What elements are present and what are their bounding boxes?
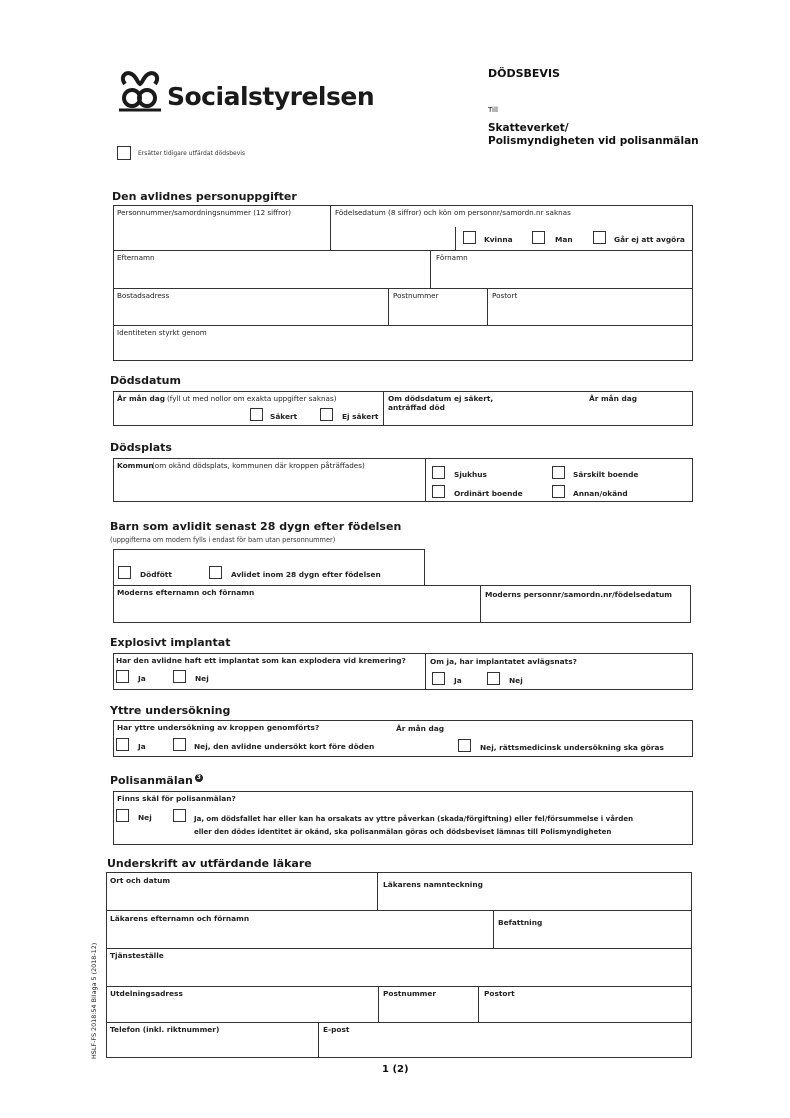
lakare-namn-field[interactable]: Läkarens efternamn och förnamn [110, 914, 250, 923]
sakert-label: Säkert [270, 412, 298, 421]
personnummer-field[interactable]: Personnummer/samordningsnummer (12 siffror) [117, 208, 292, 217]
section-infant-heading: Barn som avlidit senast 28 dygn efter födelsen [110, 520, 402, 533]
mother-id-field[interactable]: Moderns personnr/samordn.nr/födelsedatum [485, 590, 672, 599]
implant-ja-checkbox[interactable] [116, 670, 129, 683]
implant-ja-label: Ja [138, 674, 146, 683]
section-signature-heading: Underskrift av utfärdande läkare [107, 857, 312, 870]
external-question: Har yttre undersökning av kroppen genomförts? [117, 723, 320, 732]
replaces-label: Ersätter tidigare utfärdat dödsbevis [138, 150, 246, 157]
socialstyrelsen-emblem-icon [117, 70, 163, 112]
kvinna-label: Kvinna [484, 235, 513, 244]
removed-nej-label: Nej [509, 676, 523, 685]
mother-name-field[interactable]: Moderns efternamn och förnamn [117, 588, 255, 597]
uncertain-date-label [388, 394, 493, 412]
recipient-line-1: Skatteverket/ [488, 122, 569, 134]
sakert-checkbox[interactable] [250, 408, 263, 421]
postnummer-field[interactable]: Postnummer [393, 291, 439, 300]
section-implant-heading: Explosivt implantat [110, 636, 231, 649]
ej-sakert-checkbox[interactable] [320, 408, 333, 421]
personal-box [113, 205, 693, 361]
telefon-field[interactable]: Telefon (inkl. riktnummer) [110, 1025, 220, 1034]
annan-okand-label: Annan/okänd [573, 489, 628, 498]
annan-okand-checkbox[interactable] [552, 485, 565, 498]
fornamn-field[interactable]: Förnamn [436, 253, 468, 262]
dodfott-checkbox[interactable] [118, 566, 131, 579]
sig-postort-field[interactable]: Postort [484, 989, 515, 998]
police-ja-line-2: eller den dödes identitet är okänd, ska polisanmälan göras och dödsbeviset lämnas till Polismyndigheten [194, 828, 612, 836]
police-note-marker: 3 [196, 774, 201, 781]
kvinna-checkbox[interactable] [463, 231, 476, 244]
external-ja-checkbox[interactable] [116, 738, 129, 751]
implant-removed-question: Om ja, har implantatet avlägsnats? [430, 657, 577, 666]
found-date-field[interactable]: År mån dag [589, 394, 638, 403]
gar-ej-label: Går ej att avgöra [614, 235, 685, 244]
uncertain-line-1: Om dödsdatum ej säkert, [388, 394, 494, 403]
man-checkbox[interactable] [532, 231, 545, 244]
section-external-heading: Yttre undersökning [110, 704, 231, 717]
police-ja-label [194, 813, 633, 839]
avlidet-label: Avlidet inom 28 dygn efter födelsen [231, 570, 381, 579]
removed-ja-checkbox[interactable] [432, 672, 445, 685]
document-title: DÖDSBEVIS [488, 67, 560, 80]
external-date-field[interactable]: År mån dag [396, 724, 445, 733]
external-ja-label: Ja [138, 742, 146, 751]
police-nej-label: Nej [138, 813, 152, 822]
removed-ja-label: Ja [454, 676, 462, 685]
recipient [488, 122, 699, 148]
infant-subheading: (uppgifterna om modern fylls i endast för barn utan personnummer) [110, 536, 336, 544]
police-question: Finns skäl för polisanmälan? [117, 794, 236, 803]
section-police-heading [110, 774, 203, 787]
fodelsedatum-field[interactable]: Födelsedatum (8 siffror) och kön om personnr/samordn.nr saknas [335, 208, 571, 217]
recipient-line-2: Polismyndigheten vid polisanmälan [488, 135, 699, 147]
logo-text: Socialstyrelsen [167, 82, 375, 111]
till-label: Till [488, 106, 498, 114]
sarskilt-boende-checkbox[interactable] [552, 466, 565, 479]
avlidet-checkbox[interactable] [209, 566, 222, 579]
implant-question: Har den avlidne haft ett implantat som kan explodera vid kremering? [116, 656, 406, 665]
sig-postnummer-field[interactable]: Postnummer [383, 989, 437, 998]
dodfott-label: Dödfött [140, 570, 172, 579]
implant-nej-checkbox[interactable] [173, 670, 186, 683]
external-nej-kort-label: Nej, den avlidne undersökt kort före döden [194, 742, 375, 751]
ordinart-boende-checkbox[interactable] [432, 485, 445, 498]
bostadsadress-field[interactable]: Bostadsadress [117, 291, 170, 300]
section-death-place-heading: Dödsplats [110, 441, 172, 454]
sjukhus-label: Sjukhus [454, 470, 487, 479]
page-number: 1 (2) [382, 1064, 409, 1075]
tjanstestalle-field[interactable]: Tjänsteställe [110, 951, 164, 960]
implant-nej-label: Nej [195, 674, 209, 683]
gar-ej-checkbox[interactable] [593, 231, 606, 244]
external-nej-ratts-checkbox[interactable] [458, 739, 471, 752]
side-reference: HSLF-FS 2018:54 Bilaga 5 (2018-12) [90, 942, 98, 1059]
police-ja-line-1: Ja, om dödsfallet har eller kan ha orsakats av yttre påverkan (skada/förgiftning) eller fel/försummelse i vården [194, 815, 634, 823]
sjukhus-checkbox[interactable] [432, 466, 445, 479]
section-personal-heading: Den avlidnes personuppgifter [112, 190, 297, 203]
efternamn-field[interactable]: Efternamn [117, 253, 155, 262]
infant-type-box [113, 549, 425, 586]
befattning-field[interactable]: Befattning [498, 918, 543, 927]
epost-field[interactable]: E-post [323, 1025, 350, 1034]
uncertain-line-2: anträffad död [388, 403, 445, 412]
kommun-field[interactable]: Kommun [117, 461, 154, 470]
ort-datum-field[interactable]: Ort och datum [110, 876, 171, 885]
death-date-field[interactable]: År mån dag [117, 394, 166, 403]
ej-sakert-label: Ej säkert [342, 412, 379, 421]
police-nej-checkbox[interactable] [116, 809, 129, 822]
man-label: Man [555, 235, 573, 244]
sarskilt-boende-label: Särskilt boende [573, 470, 639, 479]
removed-nej-checkbox[interactable] [487, 672, 500, 685]
ordinart-boende-label: Ordinärt boende [454, 489, 523, 498]
postort-field[interactable]: Postort [492, 291, 518, 300]
external-nej-ratts-label: Nej, rättsmedicinsk undersökning ska göras [480, 743, 664, 752]
replaces-checkbox[interactable] [117, 146, 131, 160]
identitet-field[interactable]: Identiteten styrkt genom [117, 328, 207, 337]
death-date-note: (fyll ut med nollor om exakta uppgifter saknas) [167, 394, 337, 403]
police-ja-checkbox[interactable] [173, 809, 186, 822]
logo [117, 70, 375, 115]
namnteckning-field[interactable]: Läkarens namnteckning [383, 880, 483, 889]
utdelningsadress-field[interactable]: Utdelningsadress [110, 989, 183, 998]
section-death-date-heading: Dödsdatum [110, 374, 181, 387]
police-heading-text: Polisanmälan [110, 774, 193, 787]
kommun-note: (om okänd dödsplats, kommunen där kroppen påträffades) [152, 461, 365, 470]
external-nej-kort-checkbox[interactable] [173, 738, 186, 751]
